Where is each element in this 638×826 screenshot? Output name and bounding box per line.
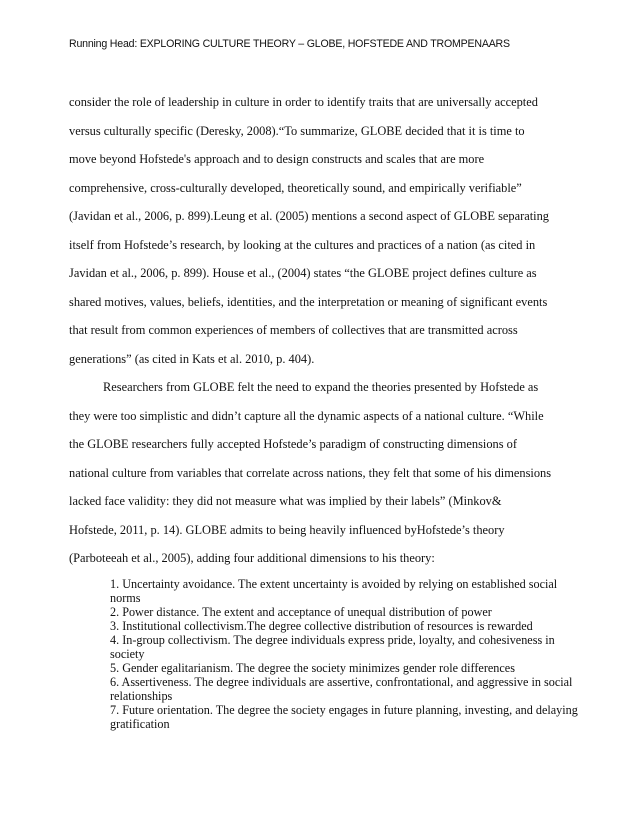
list-item: 6. Assertiveness. The degree individuals are assertive, confrontational, and aggressive in social relationships (110, 675, 573, 703)
paragraph-2-line: Hofstede, 2011, p. 14). GLOBE admits to being heavily influenced byHofstede’s theory (69, 523, 505, 537)
running-head: Running Head: EXPLORING CULTURE THEORY – GLOBE, HOFSTEDE AND TROMPENAARS (69, 38, 510, 50)
paragraph-1-line: consider the role of leadership in culture in order to identify traits that are universally accepted (69, 95, 538, 109)
paragraph-1-line: (Javidan et al., 2006, p. 899).Leung et al. (2005) mentions a second aspect of GLOBE separating (69, 209, 550, 223)
paragraph-1-line: comprehensive, cross-culturally developed, theoretically sound, and empirically verifiable” (69, 181, 522, 195)
paragraph-1-line: that result from common experiences of members of collectives that are transmitted across (69, 323, 518, 337)
list-item: 5. Gender egalitarianism. The degree the society minimizes gender role differences (110, 661, 515, 675)
list-item: 3. Institutional collectivism.The degree collective distribution of resources is rewarded (110, 619, 533, 633)
paragraph-2-line: Researchers from GLOBE felt the need to expand the theories presented by Hofstede as (103, 380, 539, 394)
dimensions-list (110, 577, 580, 731)
list-item: 2. Power distance. The extent and acceptance of unequal distribution of power (110, 605, 492, 619)
paragraph-2-line: (Parboteeah et al., 2005), adding four additional dimensions to his theory: (69, 551, 435, 565)
list-item: 7. Future orientation. The degree the society engages in future planning, investing, and delaying gratification (110, 703, 578, 731)
paragraph-1-line: itself from Hofstede’s research, by looking at the cultures and practices of a nation (as cited in (69, 238, 536, 252)
paragraph-1-line: versus culturally specific (Deresky, 2008).“To summarize, GLOBE decided that it is time to (69, 124, 525, 138)
paragraph-2-line: they were too simplistic and didn’t capture all the dynamic aspects of a national culture. “While (69, 409, 544, 423)
paragraph-1-line: shared motives, values, beliefs, identities, and the interpretation or meaning of significant events (69, 295, 548, 309)
list-item: 4. In-group collectivism. The degree individuals express pride, loyalty, and cohesiveness in society (110, 633, 555, 661)
list-item: 1. Uncertainty avoidance. The extent uncertainty is avoided by relying on established social norms (110, 577, 558, 605)
paragraph-2-line: lacked face validity: they did not measure what was implied by their labels” (Minkov& (69, 494, 502, 508)
paragraph-1-line: Javidan et al., 2006, p. 899). House et al., (2004) states “the GLOBE project defines culture as (69, 266, 537, 280)
paragraph-2-line: national culture from variables that correlate across nations, they felt that some of his dimensions (69, 466, 552, 480)
paragraph-1-line: move beyond Hofstede's approach and to design constructs and scales that are more (69, 152, 485, 166)
paragraph-1-line: generations” (as cited in Kats et al. 2010, p. 404). (69, 352, 315, 366)
paragraph-2-line: the GLOBE researchers fully accepted Hofstede’s paradigm of constructing dimensions of (69, 437, 517, 451)
